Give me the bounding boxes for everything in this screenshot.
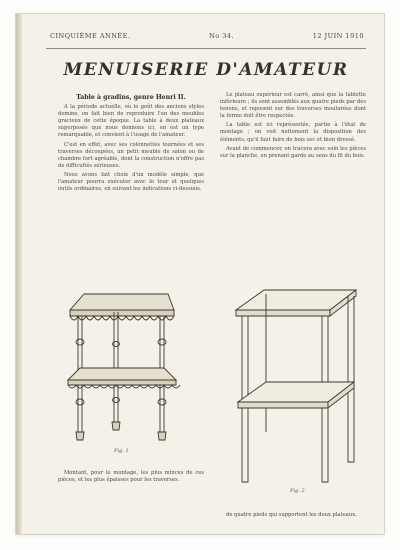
page-header: [50, 29, 364, 43]
header-rule: [46, 48, 366, 49]
paragraph: Montant, pour le montage, les plus minces de ces pièces, et les plus épaisses pour les traverses.: [58, 470, 204, 484]
article-subtitle: Table à gradins, genre Henri II.: [76, 94, 186, 101]
page-binding: [16, 14, 22, 534]
paragraph: Le plateau supérieur est carré, ainsi que la tablette inférieure ; ils sont assemblés aux quatre pieds par des tenons, et reposent sur des traverses moulurées dont la forme doit être respectée.: [220, 92, 366, 120]
article-column-left-bottom: [58, 470, 204, 486]
article-column-left: [58, 94, 204, 195]
figure-1-label: Fig. 1: [114, 448, 129, 454]
article-column-right-bottom: [220, 512, 366, 521]
figure-ornate-table: [56, 282, 186, 462]
figure-2-label: Fig. 2: [290, 488, 305, 494]
paragraph: de quatre pieds qui supportent les deux plateaux.: [226, 512, 357, 518]
paragraph: C'est en effet, avec ses colonnettes tournées et ses traverses découpées, un petit meuble de salon ou de chambre fort agréable, dont la construction n'offre pas de difficultés sérieuses.: [58, 141, 204, 169]
header-issue-number: No 34.: [209, 32, 235, 40]
figure-simple-table: [220, 282, 370, 512]
page-title: MENUISERIE D'AMATEUR: [63, 60, 349, 80]
paragraph: La table est ici représentée, partie à l'état de montage ; on voit nettement la disposition des éléments, qu'il faut faire de bois sec et bien dressé.: [220, 122, 366, 143]
paragraph: Avant de commencer, on tracera avec soin les pièces sur la planche, en prenant garde au sens du fil du bois.: [220, 145, 366, 159]
article-column-right: [220, 92, 366, 162]
header-year: CINQUIÈME ANNÉE.: [50, 32, 131, 40]
paragraph: Nous avons fait choix d'un modèle simple, que l'amateur pourra exécuter avec le tour et quelques outils ordinaires, en suivant les indications ci-dessous.: [58, 171, 204, 193]
header-date: 12 JUIN 1910: [312, 32, 364, 40]
paragraph: A la période actuelle, où le goût des anciens styles domine, on fait bien de reproduire l'un des meubles gracieux de cette époque. La table à deux plateaux superposés que nous donnons ici, en est un type remarquable, et convient à l'usage de l'amateur.: [58, 104, 204, 139]
magazine-page: [16, 14, 384, 534]
